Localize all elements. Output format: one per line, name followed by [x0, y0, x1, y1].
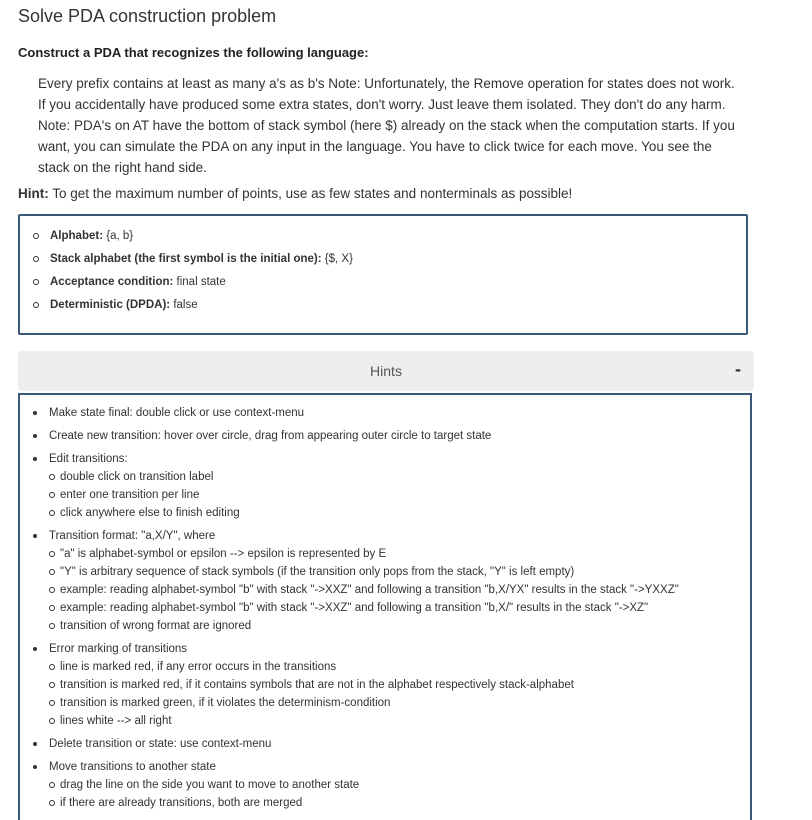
hint-subitem-text: enter one transition per line: [60, 489, 200, 501]
hint-item: [30, 450, 740, 522]
hint-item: [30, 758, 740, 812]
problem-description: Every prefix contains at least as many a's as b's Note: Unfortunately, the Remove operation for states does not work. If you accidentally have produced some extra states, don't worry. Just leave them isolated. They don't do any harm. Note: PDA's on AT have the bottom of stack symbol (here $) already on the stack when the computation starts. If you want, you can simulate the PDA on any input in the language. You have to click twice for each move. You see the stack on the right hand side.: [38, 76, 735, 175]
hint-text: Error marking of transitions: [49, 643, 188, 655]
hint-subitem: [49, 658, 740, 676]
property-value: {a, b}: [103, 230, 134, 242]
hint-subitem: [49, 563, 740, 581]
hint-subitem-text: line is marked red, if any error occurs in the transitions: [60, 661, 337, 673]
circle-bullet-icon: [49, 782, 55, 788]
hint-subitem-text: click anywhere else to finish editing: [60, 507, 240, 519]
circle-bullet-icon: [49, 551, 55, 557]
disc-bullet-icon: [33, 647, 37, 651]
hint-line: [18, 186, 572, 201]
property-value: {$, X}: [321, 253, 353, 265]
hint-subitem-text: double click on transition label: [60, 471, 214, 483]
hint-subitem-text: transition of wrong format are ignored: [60, 620, 252, 632]
hint-subitem: [49, 617, 740, 635]
property-label: Acceptance condition:: [50, 276, 174, 288]
collapse-toggle-icon[interactable]: -: [735, 359, 741, 379]
properties-panel: [18, 214, 748, 335]
hint-subitem-text: if there are already transitions, both are merged: [60, 797, 303, 809]
hints-title: Hints: [370, 363, 402, 379]
page-title: Solve PDA construction problem: [18, 6, 277, 26]
circle-bullet-icon: [49, 587, 55, 593]
hint-subitem-text: "a" is alphabet-symbol or epsilon --> epsilon is represented by E: [60, 548, 387, 560]
property-label: Alphabet:: [50, 230, 104, 242]
disc-bullet-icon: [33, 534, 37, 538]
property-value: false: [170, 299, 198, 311]
property-label: Stack alphabet (the first symbol is the initial one):: [50, 253, 322, 265]
circle-bullet-icon: [33, 279, 39, 285]
circle-bullet-icon: [49, 605, 55, 611]
hint-text: Edit transitions:: [49, 453, 128, 465]
circle-bullet-icon: [49, 718, 55, 724]
circle-bullet-icon: [49, 664, 55, 670]
hint-sublist: [49, 776, 740, 812]
circle-bullet-icon: [33, 256, 39, 262]
property-stack-alphabet: [32, 252, 353, 275]
hint-text: Move transitions to another state: [49, 761, 216, 773]
hint-item: [30, 735, 740, 753]
property-label: Deterministic (DPDA):: [50, 299, 171, 311]
property-acceptance: [32, 275, 353, 298]
hints-panel: [18, 393, 752, 820]
hint-item: [30, 427, 740, 445]
hint-subitem-text: transition is marked green, if it violates the determinism-condition: [60, 697, 391, 709]
property-deterministic: [32, 298, 353, 321]
hint-subitem: [49, 776, 740, 794]
hint-sublist: [49, 658, 740, 730]
hint-subitem: [49, 676, 740, 694]
hint-subitem: [49, 486, 740, 504]
circle-bullet-icon: [33, 302, 39, 308]
circle-bullet-icon: [33, 233, 39, 239]
circle-bullet-icon: [49, 569, 55, 575]
circle-bullet-icon: [49, 700, 55, 706]
hint-item: [30, 640, 740, 730]
disc-bullet-icon: [33, 765, 37, 769]
hint-text: Transition format: "a,X/Y", where: [49, 530, 216, 542]
hint-subitem: [49, 712, 740, 730]
circle-bullet-icon: [49, 492, 55, 498]
hint-sublist: [49, 468, 740, 522]
disc-bullet-icon: [33, 411, 37, 415]
hint-subitem-text: transition is marked red, if it contains symbols that are not in the alphabet respectively stack-alphabet: [60, 679, 574, 691]
circle-bullet-icon: [49, 800, 55, 806]
circle-bullet-icon: [49, 474, 55, 480]
hint-subitem: [49, 545, 740, 563]
properties-list: [32, 229, 353, 321]
disc-bullet-icon: [33, 742, 37, 746]
hint-label: Hint:: [18, 186, 49, 201]
property-alphabet: [32, 229, 353, 252]
hint-subitem: [49, 468, 740, 486]
hint-subitem-text: "Y" is arbitrary sequence of stack symbols (if the transition only pops from the stack, "Y" is left empty): [60, 566, 575, 578]
hint-item: [30, 527, 740, 635]
task-heading: Construct a PDA that recognizes the following language:: [18, 45, 369, 60]
disc-bullet-icon: [33, 457, 37, 461]
hint-text: Delete transition or state: use context-menu: [49, 738, 272, 750]
hint-subitem-text: lines white --> all right: [60, 715, 172, 727]
hint-subitem: [49, 504, 740, 522]
hint-subitem: [49, 581, 740, 599]
circle-bullet-icon: [49, 623, 55, 629]
hint-subitem: [49, 599, 740, 617]
hint-text: To get the maximum number of points, use as few states and nonterminals as possible!: [48, 186, 573, 201]
hint-sublist: [49, 545, 740, 635]
circle-bullet-icon: [49, 510, 55, 516]
hint-subitem-text: example: reading alphabet-symbol "b" with stack "->XXZ" and following a transition "b,X/YX" results in the stack "->YXXZ": [60, 584, 679, 596]
hints-accordion-header[interactable]: [18, 351, 754, 391]
circle-bullet-icon: [49, 682, 55, 688]
hint-subitem: [49, 794, 740, 812]
disc-bullet-icon: [33, 434, 37, 438]
hint-subitem-text: drag the line on the side you want to move to another state: [60, 779, 360, 791]
property-value: final state: [173, 276, 226, 288]
hints-list: [30, 404, 740, 817]
hint-subitem-text: example: reading alphabet-symbol "b" with stack "->XXZ" and following a transition "b,X/" results in the stack "->XZ": [60, 602, 649, 614]
hint-text: Create new transition: hover over circle, drag from appearing outer circle to target state: [49, 430, 492, 442]
hint-text: Make state final: double click or use context-menu: [49, 407, 305, 419]
hint-item: [30, 404, 740, 422]
hint-subitem: [49, 694, 740, 712]
